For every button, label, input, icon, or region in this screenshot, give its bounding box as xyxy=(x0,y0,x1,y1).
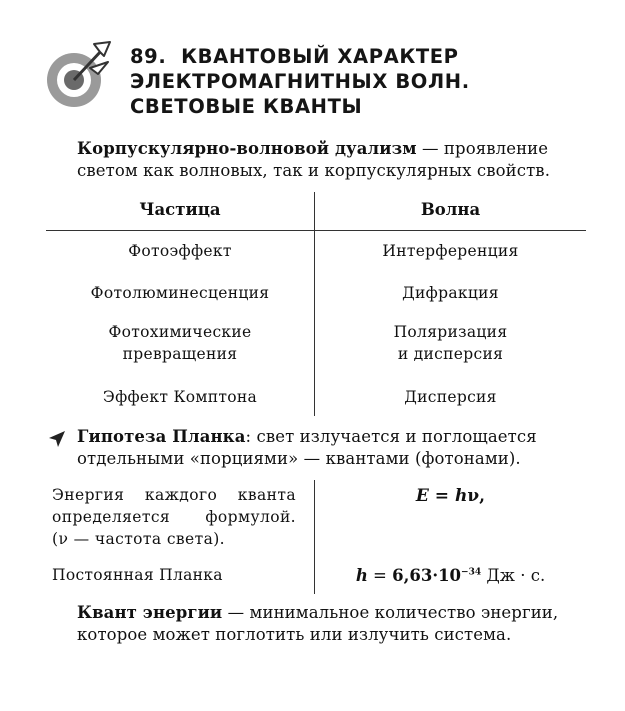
energy-line2: определяется формулой. xyxy=(52,508,296,526)
cell-polarization-line2: и дисперсия xyxy=(397,345,504,363)
dualism-text: — проявление светом как волновых, так и корпускулярных свойств. xyxy=(77,139,551,180)
cell-dispersion: Дисперсия xyxy=(404,388,497,406)
hypothesis-term: Гипотеза Планка xyxy=(77,427,246,446)
planck-unit: Дж · с. xyxy=(481,566,546,585)
energy-line1: Энергия каждого кванта xyxy=(52,486,296,504)
energy-formula xyxy=(315,486,586,506)
formula-E: E xyxy=(415,486,429,506)
planck-h: h xyxy=(355,566,368,585)
quantum-text: — минимальное количество энергии, которое может поглотить или излучить система. xyxy=(77,603,559,644)
cell-photochemical xyxy=(46,321,314,365)
planck-constant-label: Постоянная Планка xyxy=(52,566,223,584)
table-divider-horizontal xyxy=(46,230,586,231)
energy-description xyxy=(52,484,296,550)
formula-equals: = xyxy=(428,486,455,506)
energy-table xyxy=(46,480,586,594)
planck-exponent: −34 xyxy=(461,567,482,578)
dualism-term: Корпускулярно-волновой дуализм xyxy=(77,139,417,158)
cell-polarization xyxy=(315,321,586,365)
cell-photoeffect: Фотоэффект xyxy=(128,242,232,260)
target-dart-icon xyxy=(44,40,116,112)
formula-h: h xyxy=(454,486,468,506)
section-heading: КВАНТОВЫЙ ХАРАКТЕР ЭЛЕКТРОМАГНИТНЫХ ВОЛН. СВЕТОВЫЕ КВАНТЫ xyxy=(130,45,470,118)
arrow-pointer-icon xyxy=(47,429,67,449)
cell-photoluminescence: Фотолюминесценция xyxy=(90,284,270,302)
cell-diffraction: Дифракция xyxy=(402,284,499,302)
formula-nu: ν, xyxy=(467,486,486,506)
cell-photochemical-line2: превращения xyxy=(122,345,238,363)
section-title xyxy=(130,44,600,119)
table-divider-vertical xyxy=(314,192,315,416)
header-wave: Волна xyxy=(420,200,481,219)
hypothesis-text: : свет излучается и поглощается отдельными «порциями» — квантами (фотонами). xyxy=(77,427,537,468)
cell-polarization-line1: Поляризация xyxy=(393,323,508,341)
header-particle: Частица xyxy=(139,200,221,219)
dualism-definition xyxy=(77,138,592,182)
cell-interference: Интерференция xyxy=(382,242,519,260)
cell-photochemical-line1: Фотохимические xyxy=(108,323,252,341)
section-number: 89. xyxy=(130,45,167,68)
quantum-term: Квант энергии xyxy=(77,603,223,622)
planck-hypothesis xyxy=(77,426,592,470)
energy-line3: (ν — частота света). xyxy=(52,530,226,548)
planck-eq: = xyxy=(367,566,393,585)
cell-compton: Эффект Комптона xyxy=(102,388,258,406)
planck-constant-value xyxy=(315,566,586,585)
energy-quantum-definition xyxy=(77,602,592,646)
planck-number: 6,63·10 xyxy=(392,566,462,585)
particle-wave-table xyxy=(46,192,586,416)
